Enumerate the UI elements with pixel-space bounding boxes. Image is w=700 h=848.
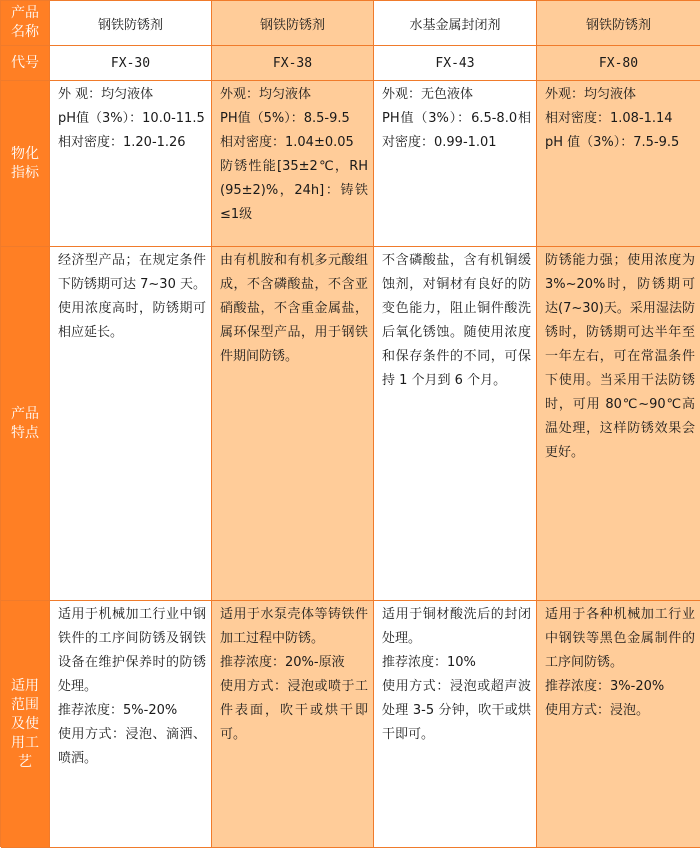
application-line: 适用于各种机械加工行业中钢铁等黑色金属制件的工序间防锈。 xyxy=(545,607,695,670)
physchem-line: 防锈性能[35±2℃，RH(95±2)%，24h]：铸铁≤1级 xyxy=(220,159,368,222)
application-line: 推荐浓度：10% xyxy=(382,655,476,670)
product-code-1: FX-30 xyxy=(50,46,212,81)
application-cell-4 xyxy=(537,601,700,848)
physchem-line: 外观：均匀液体 xyxy=(220,87,312,102)
row-header-physchem: 物化指标 xyxy=(1,81,50,247)
application-line: 推荐浓度：5%-20% xyxy=(58,703,178,718)
application-cell-2 xyxy=(212,601,374,848)
row-header-features: 产品特点 xyxy=(1,247,50,601)
physchem-line: 相对密度：1.20-1.26 xyxy=(58,135,186,150)
physchem-cell-4 xyxy=(537,81,700,247)
features-cell-4 xyxy=(537,247,700,601)
features-text: 不含磷酸盐，含有机铜缓蚀剂，对铜材有良好的防变色能力，阻止铜件酸洗后氧化锈蚀。随使用浓度和保存条件的不同，可保持 1 个月到 6 个月。 xyxy=(382,253,531,388)
physchem-line: 外观：无色液体 xyxy=(382,87,474,102)
application-line: 使用方式：浸泡或喷于工件表面，吹干或烘干即可。 xyxy=(220,679,368,742)
physchem-line: 外 观：均匀液体 xyxy=(58,87,154,102)
application-line: 使用方式：浸泡或超声波处理 3-5 分钟，吹干或烘干即可。 xyxy=(382,679,531,742)
physchem-line: pH值（3%）：10.0-11.5 xyxy=(58,111,205,126)
product-code-4: FX-80 xyxy=(537,46,700,81)
application-cell-3 xyxy=(374,601,537,848)
features-text: 防锈能力强；使用浓度为 3%~20%时，防锈期可达(7~30)天。采用湿法防锈时，防锈期可达半年至一年左右，可在常温条件下使用。当采用干法防锈时，可用 80℃~90℃高温处理，这样防锈效果会更好。 xyxy=(545,253,695,460)
features-text: 经济型产品；在规定条件下防锈期可达 7~30 天。使用浓度高时，防锈期可相应延长。 xyxy=(58,253,206,340)
physchem-line: PH值（5%）：8.5-9.5 xyxy=(220,111,350,126)
application-line: 推荐浓度：20%-原液 xyxy=(220,655,345,670)
physchem-cell-1 xyxy=(50,81,212,247)
product-name-4: 钢铁防锈剂 xyxy=(537,1,700,46)
row-header-application: 适用范围及使用工艺 xyxy=(1,601,50,848)
physchem-cell-3 xyxy=(374,81,537,247)
application-line: 适用于机械加工行业中钢铁件的工序间防锈及钢铁设备在维护保养时的防锈处理。 xyxy=(58,607,206,694)
physchem-line: 相对密度：1.08-1.14 xyxy=(545,111,673,126)
application-line: 适用于水泵壳体等铸铁件加工过程中防锈。 xyxy=(220,607,368,646)
row-header-name: 产品名称 xyxy=(1,1,50,46)
physchem-cell-2 xyxy=(212,81,374,247)
product-code-2: FX-38 xyxy=(212,46,374,81)
row-header-code: 代号 xyxy=(1,46,50,81)
features-cell-3 xyxy=(374,247,537,601)
product-name-1: 钢铁防锈剂 xyxy=(50,1,212,46)
features-cell-1 xyxy=(50,247,212,601)
application-line: 使用方式：浸泡、滴洒、喷洒。 xyxy=(58,727,206,766)
product-name-3: 水基金属封闭剂 xyxy=(374,1,537,46)
application-line: 适用于铜材酸洗后的封闭处理。 xyxy=(382,607,531,646)
physchem-line: 相对密度：1.04±0.05 xyxy=(220,135,354,150)
features-text: 由有机胺和有机多元酸组成，不含磷酸盐，不含亚硝酸盐，不含重金属盐，属环保型产品，用于钢铁件期间防锈。 xyxy=(220,253,368,364)
product-code-3: FX-43 xyxy=(374,46,537,81)
product-name-2: 钢铁防锈剂 xyxy=(212,1,374,46)
application-line: 推荐浓度：3%-20% xyxy=(545,679,665,694)
physchem-line: pH 值（3%）：7.5-9.5 xyxy=(545,135,680,150)
physchem-line: PH值（3%）：6.5-8.0相对密度：0.99-1.01 xyxy=(382,111,531,150)
features-cell-2 xyxy=(212,247,374,601)
application-cell-1 xyxy=(50,601,212,848)
physchem-line: 外观：均匀液体 xyxy=(545,87,637,102)
application-line: 使用方式：浸泡。 xyxy=(545,703,650,718)
